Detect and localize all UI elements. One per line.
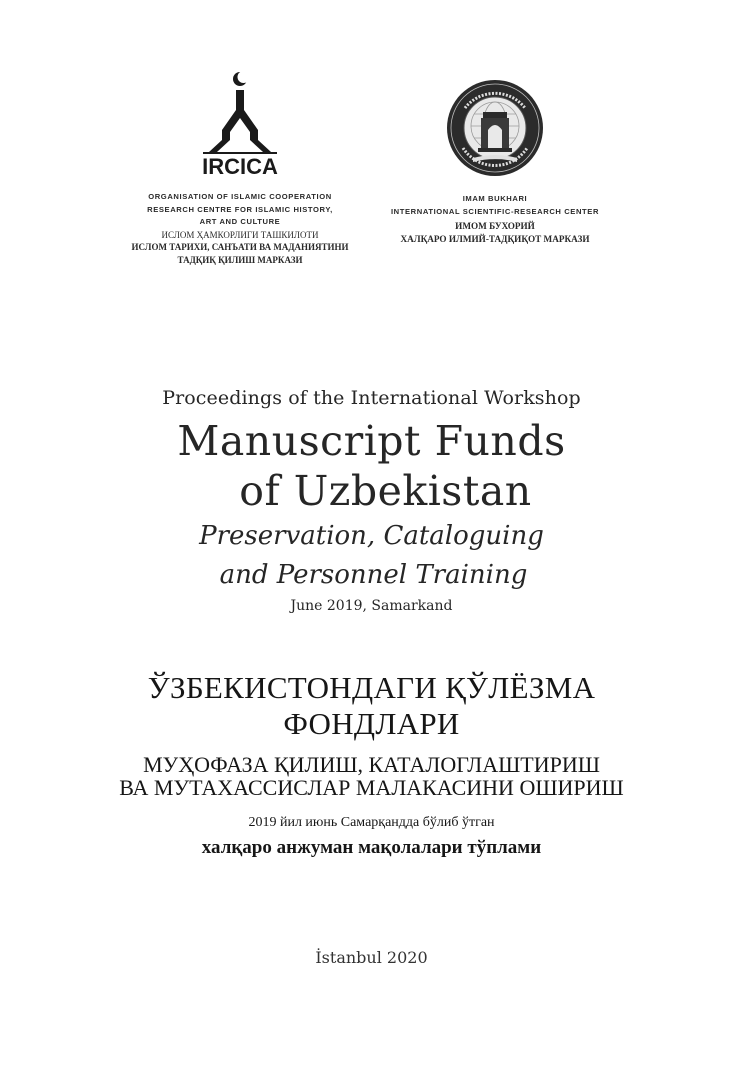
org-line-uz: ИСЛОМ ҲАМКОРЛИГИ ТАШКИЛОТИ <box>161 229 319 240</box>
uz-workshop-date: 2019 йил июнь Самарқандда бўлиб ўтган <box>248 815 495 830</box>
svg-text:IRCICA: IRCICA <box>202 154 278 179</box>
book-subtitle-line-2: and Personnel Training <box>219 560 528 590</box>
org-line-uz: ИМОМ БУХОРИЙ <box>455 221 535 231</box>
workshop-date: June 2019, Samarkand <box>290 598 453 614</box>
org-line: RESEARCH CENTRE FOR ISLAMIC HISTORY, <box>147 204 333 214</box>
org-line: INTERNATIONAL SCIENTIFIC-RESEARCH CENTER <box>390 206 600 216</box>
org-line: ORGANISATION OF ISLAMIC COOPERATION <box>148 192 332 201</box>
org-line: ART AND CULTURE <box>199 217 281 226</box>
uz-subtitle-line-2: ВА МУТАХАССИСЛАР МАЛАКАСИНИ ОШИРИШ <box>119 775 624 800</box>
imam-bukhari-seal <box>445 78 545 178</box>
org-line-uz: ХАЛҚАРО ИЛМИЙ-ТАДҚИҚОТ МАРКАЗИ <box>400 233 590 244</box>
uz-title-line-1: ЎЗБЕКИСТОНДАГИ ҚЎЛЁЗМА <box>147 670 596 705</box>
book-subtitle-line-1: Preservation, Cataloguing <box>199 521 544 551</box>
org-line-uz: ТАДҚИҚ ҚИЛИШ МАРКАЗИ <box>177 254 303 265</box>
ircica-organisation-text <box>122 191 358 266</box>
org-line-uz: ИСЛОМ ТАРИХИ, САНЪАТИ ВА МАДАНИЯТИНИ <box>131 242 349 252</box>
book-title-line-2: of Uzbekistan <box>239 467 532 515</box>
uz-title-line-2: ФОНДЛАРИ <box>283 706 460 741</box>
publication-place-year: İstanbul 2020 <box>315 948 428 967</box>
book-title-line-1: Manuscript Funds <box>177 417 566 465</box>
org-line: IMAM BUKHARI <box>462 194 528 203</box>
imam-bukhari-center-text <box>376 193 614 245</box>
uz-subtitle-line-1: МУҲОФАЗА ҚИЛИШ, КАТАЛОГЛАШТИРИШ <box>143 752 600 777</box>
proceedings-heading: Proceedings of the International Workshop <box>162 387 581 409</box>
ircica-logo <box>185 70 295 180</box>
uz-collection-label: халқаро анжуман мақолалари тўплами <box>201 837 542 858</box>
